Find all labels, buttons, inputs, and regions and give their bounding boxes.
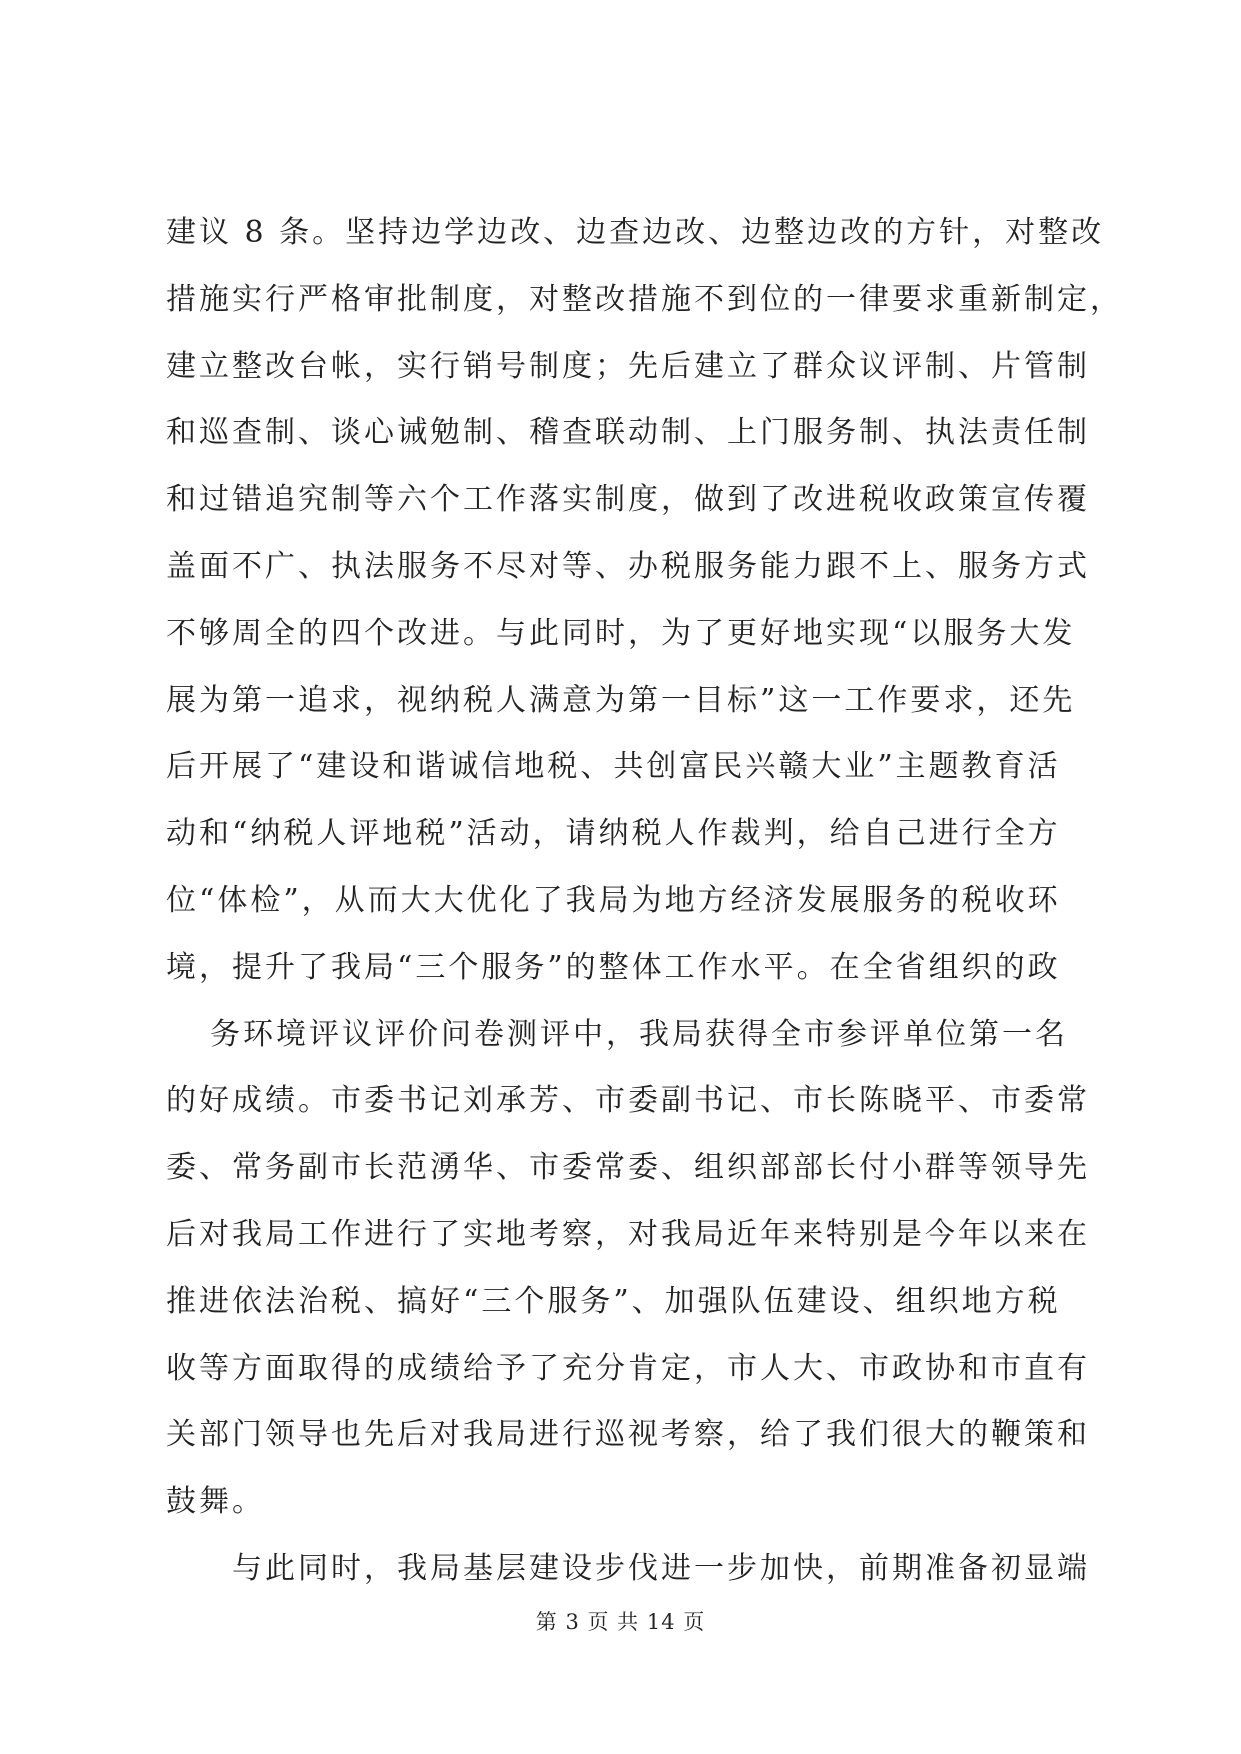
text-line: 境，提升了我局“三个服务”的整体工作水平。在全省组织的政 <box>166 949 1061 985</box>
text-line: 的好成绩。市委书记刘承芳、市委副书记、市长陈晓平、市委常 <box>166 1083 1090 1119</box>
text-line: 不够周全的四个改进。与此同时，为了更好地实现“以服务大发 <box>166 615 1076 651</box>
text-line: 关部门领导也先后对我局进行巡视考察，给了我们很大的鞭策和 <box>166 1417 1090 1453</box>
page-number-footer: 第 3 页 共 14 页 <box>535 1610 706 1634</box>
text-line: 收等方面取得的成绩给予了充分肯定，市人大、市政协和市直有 <box>166 1350 1090 1386</box>
text-line: 位“体检”，从而大大优化了我局为地方经济发展服务的税收环 <box>166 882 1061 918</box>
text-line: 鼓舞。 <box>166 1484 265 1520</box>
text-line: 务环境评议评价问卷测评中，我局获得全市参评单位第一名 <box>210 1016 1068 1052</box>
text-line: 与此同时，我局基层建设步伐进一步加快，前期准备初显端 <box>232 1550 1090 1586</box>
text-line: 动和“纳税人评地税”活动，请纳税人作裁判，给自己进行全方 <box>166 816 1061 852</box>
text-line: 推进依法治税、搞好“三个服务”、加强队伍建设、组织地方税 <box>166 1283 1061 1319</box>
text-line: 措施实行严格审批制度，对整改措施不到位的一律要求重新制定， <box>166 281 1123 317</box>
text-line: 后对我局工作进行了实地考察，对我局近年来特别是今年以来在 <box>166 1216 1090 1252</box>
text-line: 和巡查制、谈心诫勉制、稽查联动制、上门服务制、执法责任制 <box>166 415 1090 451</box>
text-line: 盖面不广、执法服务不尽对等、办税服务能力跟不上、服务方式 <box>166 548 1090 584</box>
body-text <box>166 200 1123 1603</box>
text-line: 建议 8 条。坚持边学边改、边查边改、边整边改的方针，对整改 <box>166 215 1105 250</box>
text-line: 委、常务副市长范湧华、市委常委、组织部部长付小群等领导先 <box>166 1150 1090 1186</box>
text-line: 和过错追究制等六个工作落实制度，做到了改进税收政策宣传覆 <box>166 482 1090 518</box>
text-line: 后开展了“建设和谐诚信地税、共创富民兴赣大业”主题教育活 <box>166 749 1061 785</box>
text-line: 展为第一追求，视纳税人满意为第一目标”这一工作要求，还先 <box>166 682 1076 718</box>
text-line: 建立整改台帐，实行销号制度；先后建立了群众议评制、片管制 <box>166 348 1090 384</box>
